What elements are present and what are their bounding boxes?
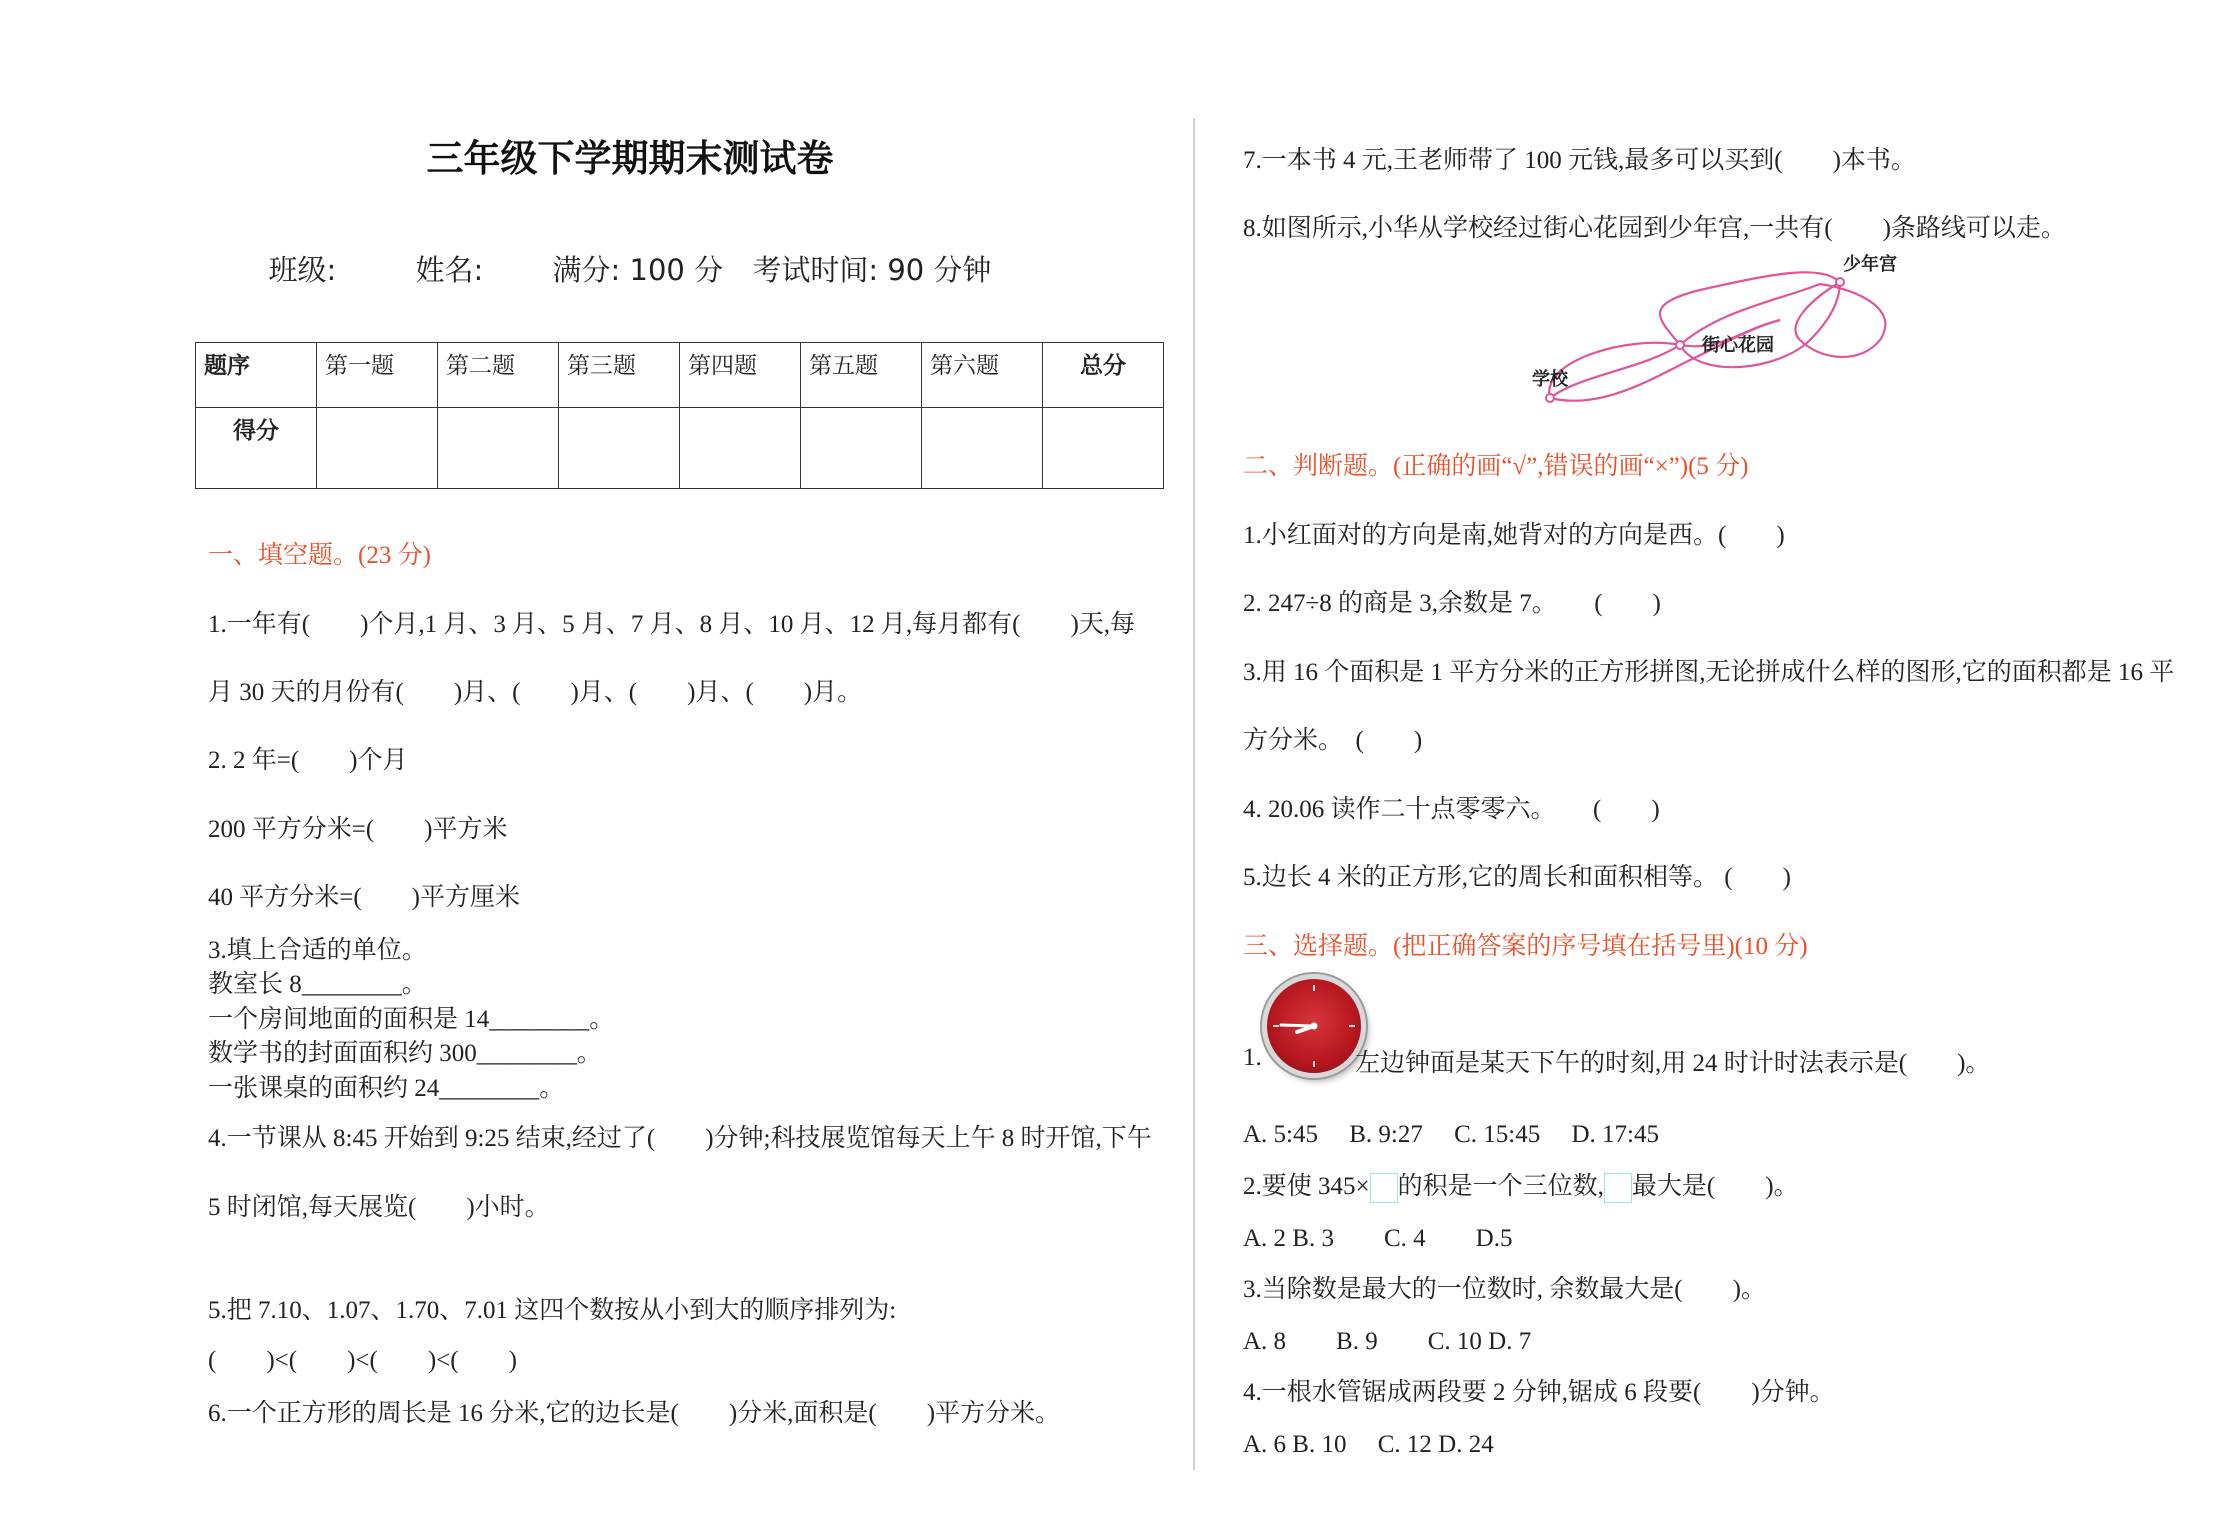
score-table-header-row: [196, 343, 1164, 408]
question-line: 左边钟面是某天下午的时刻,用 24 时计时法表示是( )。: [1355, 1050, 1991, 1077]
score-cell[interactable]: [1043, 408, 1164, 489]
section-heading-fill: 一、填空题。(23 分): [208, 542, 431, 569]
answer-box[interactable]: [1604, 1173, 1632, 1203]
score-header-cell: 第三题: [559, 343, 680, 408]
school-label: 学校: [1532, 369, 1568, 390]
score-cell[interactable]: [559, 408, 680, 489]
school-point: [1546, 394, 1554, 402]
exam-time: 考试时间: 90 分钟: [752, 253, 992, 287]
score-cell[interactable]: [317, 408, 438, 489]
clock-icon: [1262, 974, 1366, 1078]
score-cell[interactable]: [680, 408, 801, 489]
section-heading-judge: 二、判断题。(正确的画“√”,错误的画“×”)(5 分): [1243, 453, 1749, 480]
clock-minute-hand: [1281, 1025, 1314, 1026]
section-heading-choice: 三、选择题。(把正确答案的序号填在括号里)(10 分): [1243, 933, 1808, 960]
q2-part-a: 2.要使 345×: [1243, 1173, 1370, 1200]
question-line: 40 平方分米=( )平方厘米: [208, 884, 521, 911]
question-line: 4.一根水管锯成两段要 2 分钟,锯成 6 段要( )分钟。: [1243, 1379, 1835, 1406]
page-title: 三年级下学期期末测试卷: [426, 137, 834, 180]
score-header-cell: 第六题: [922, 343, 1043, 408]
question-line: ( )<( )<( )<( ): [208, 1347, 517, 1374]
question-line: 1.小红面对的方向是南,她背对的方向是西。( ): [1243, 522, 1785, 549]
question-line: [1243, 1166, 1799, 1203]
question-line: 8.如图所示,小华从学校经过街心花园到少年宫,一共有( )条路线可以走。: [1243, 215, 2066, 242]
score-header-cell: 第五题: [801, 343, 922, 408]
route-map: [1520, 250, 1900, 410]
clock-face: [1267, 979, 1361, 1073]
options-line: A. 2 B. 3 C. 4 D.5: [1243, 1225, 1513, 1252]
score-cell[interactable]: [922, 408, 1043, 489]
question-line: 5 时闭馆,每天展览( )小时。: [208, 1194, 550, 1221]
question-line: 6.一个正方形的周长是 16 分米,它的边长是( )分米,面积是( )平方分米。: [208, 1400, 1061, 1427]
score-header-cell: 第四题: [680, 343, 801, 408]
question-line: 5.把 7.10、1.07、1.70、7.01 这四个数按从小到大的顺序排列为:: [208, 1297, 897, 1324]
score-header-cell: 题序: [196, 343, 317, 408]
palace-point: [1836, 278, 1844, 286]
options-line: A. 5:45 B. 9:27 C. 15:45 D. 17:45: [1243, 1121, 1659, 1148]
question-line: 200 平方分米=( )平方米: [208, 816, 508, 843]
column-divider: [1193, 118, 1195, 1470]
q2-part-b: 的积是一个三位数,: [1397, 1173, 1604, 1200]
question-line: 数学书的封面面积约 300________。: [208, 1040, 602, 1067]
score-table-score-row: [196, 408, 1164, 489]
question-line: 2. 247÷8 的商是 3,余数是 7。 ( ): [1243, 590, 1661, 617]
question-line: 教室长 8________。: [208, 971, 427, 998]
options-line: A. 8 B. 9 C. 10 D. 7: [1243, 1328, 1532, 1355]
question-line: 7.一本书 4 元,王老师带了 100 元钱,最多可以买到( )本书。: [1243, 147, 1916, 174]
question-line: 3.当除数是最大的一位数时, 余数最大是( )。: [1243, 1276, 1766, 1303]
question-number: 1.: [1243, 1044, 1262, 1071]
question-line: 4.一节课从 8:45 开始到 9:25 结束,经过了( )分钟;科技展览馆每天上午 8 时开馆,下午: [208, 1125, 1152, 1152]
score-cell[interactable]: [438, 408, 559, 489]
score-header-cell: 第二题: [438, 343, 559, 408]
score-header-cell: 总分: [1043, 343, 1164, 408]
class-label: 班级:: [268, 253, 337, 287]
answer-box[interactable]: [1370, 1173, 1398, 1203]
question-line: 一张课桌的面积约 24________。: [208, 1075, 565, 1102]
route-path: [1550, 320, 1780, 401]
score-row-label: 得分: [196, 408, 317, 489]
exam-info: [195, 248, 1065, 289]
question-line: 一个房间地面的面积是 14________。: [208, 1006, 615, 1033]
question-line: 5.边长 4 米的正方形,它的周长和面积相等。 ( ): [1243, 864, 1791, 891]
options-line: A. 6 B. 10 C. 12 D. 24: [1243, 1431, 1494, 1458]
question-line: 月 30 天的月份有( )月、( )月、( )月、( )月。: [208, 679, 863, 706]
palace-label: 少年宫: [1843, 254, 1897, 275]
garden-label: 街心花园: [1702, 335, 1774, 356]
question-line: 2. 2 年=( )个月: [208, 747, 408, 774]
score-header-cell: 第一题: [317, 343, 438, 408]
name-label: 姓名:: [415, 253, 484, 287]
question-line: 方分米。 ( ): [1243, 727, 1423, 754]
question-line: 4. 20.06 读作二十点零零六。 ( ): [1243, 796, 1660, 823]
full-score: 满分: 100 分: [552, 253, 724, 287]
garden-point: [1676, 341, 1684, 349]
question-line: 3.用 16 个面积是 1 平方分米的正方形拼图,无论拼成什么样的图形,它的面积都是 16 平: [1243, 659, 2175, 686]
q2-part-c: 最大是( )。: [1631, 1173, 1799, 1200]
score-cell[interactable]: [801, 408, 922, 489]
question-line: 3.填上合适的单位。: [208, 937, 427, 964]
question-line: 1.一年有( )个月,1 月、3 月、5 月、7 月、8 月、10 月、12 月,每月都有( )天,每: [208, 611, 1136, 638]
score-table: [195, 342, 1164, 489]
